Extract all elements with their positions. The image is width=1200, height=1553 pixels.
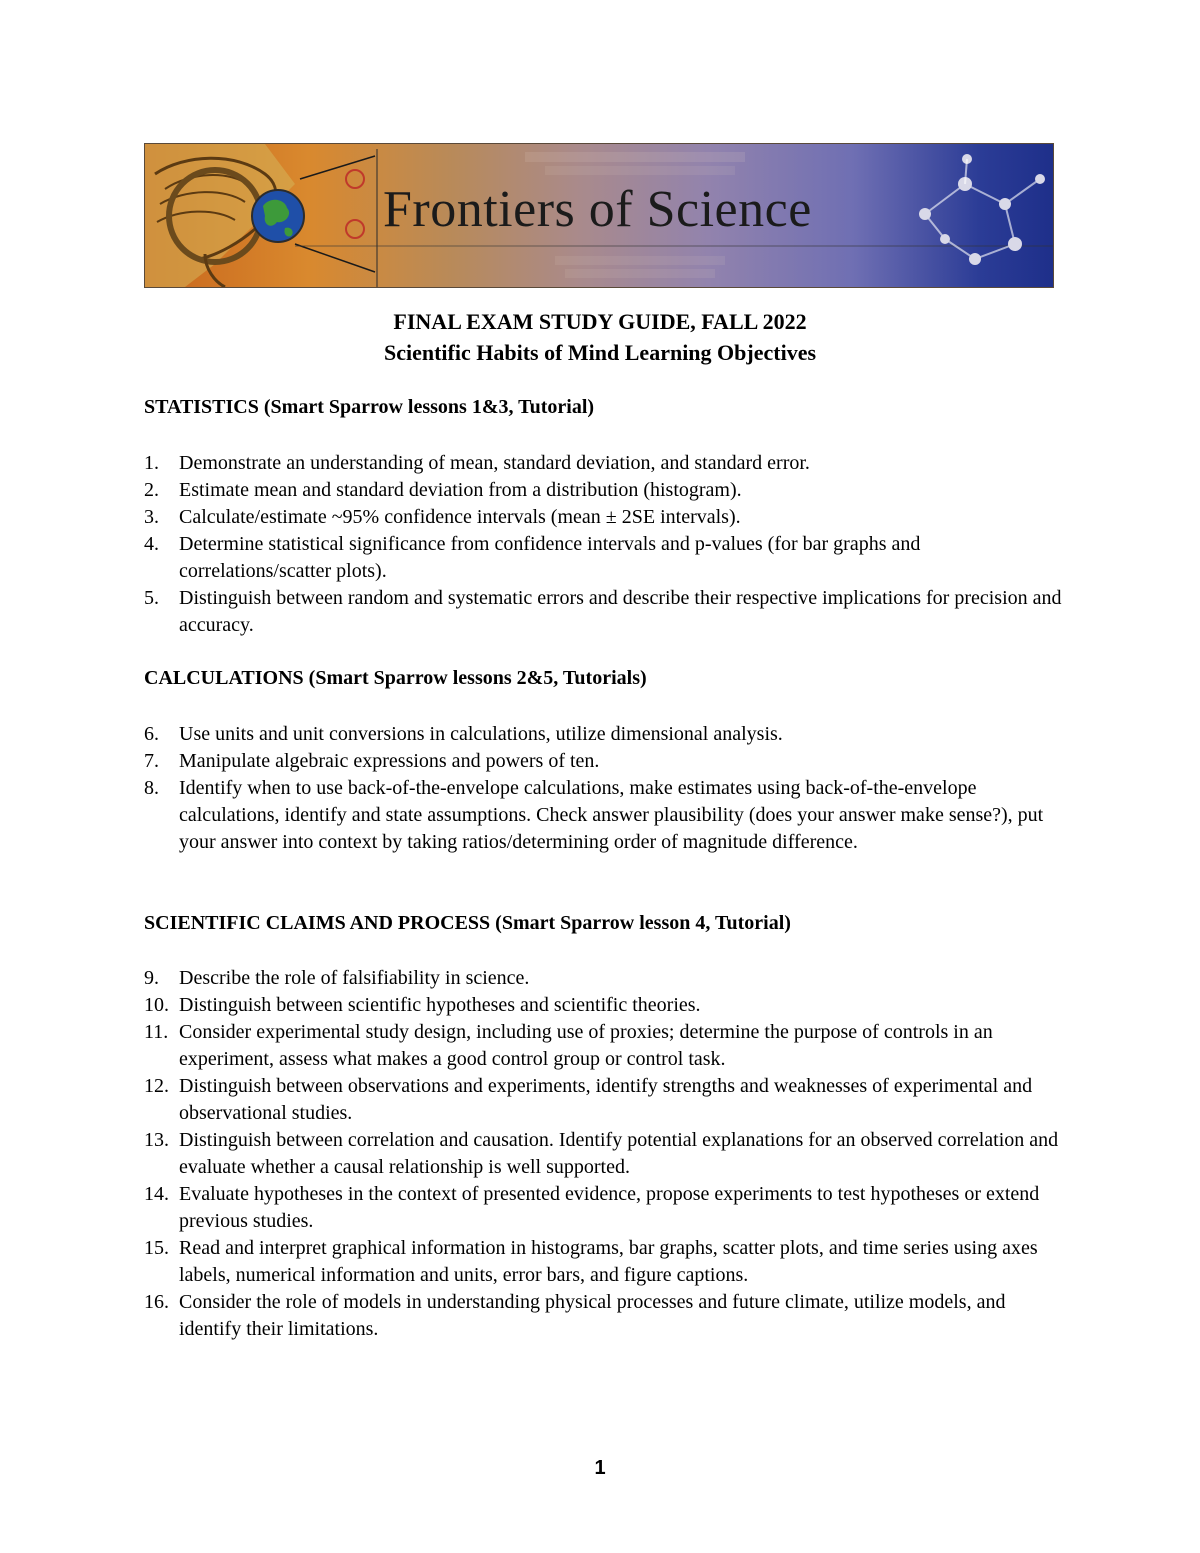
item-number: 14.	[144, 1183, 169, 1205]
item-number: 9.	[144, 967, 159, 989]
item-number: 7.	[144, 750, 159, 772]
list-item	[144, 531, 1064, 585]
item-text: Determine statistical significance from confidence intervals and p-values (for bar graphs and correlations/scatter plots).	[179, 533, 921, 582]
list-item	[144, 477, 1064, 504]
list-item	[144, 775, 1064, 856]
item-number: 11.	[144, 1021, 169, 1043]
item-text: Distinguish between observations and experiments, identify strengths and weaknesses of experimental and observational studies.	[179, 1075, 1033, 1124]
document-title: FINAL EXAM STUDY GUIDE, FALL 2022	[393, 309, 807, 334]
page-number: 1	[594, 1457, 606, 1479]
item-text: Demonstrate an understanding of mean, standard deviation, and standard error.	[179, 452, 810, 474]
item-text: Calculate/estimate ~95% confidence intervals (mean ± 2SE intervals).	[179, 506, 741, 528]
banner-title: Frontiers of Science	[383, 181, 812, 238]
item-number: 16.	[144, 1291, 169, 1313]
list-item	[144, 504, 1064, 531]
item-number: 13.	[144, 1129, 169, 1151]
item-number: 15.	[144, 1237, 169, 1259]
item-text: Use units and unit conversions in calculations, utilize dimensional analysis.	[179, 723, 783, 745]
statistics-objectives-list	[144, 450, 1064, 639]
item-text: Describe the role of falsifiability in science.	[179, 967, 530, 989]
item-text: Evaluate hypotheses in the context of presented evidence, propose experiments to test hypotheses or extend previous studies.	[179, 1183, 1040, 1232]
item-number: 10.	[144, 994, 169, 1016]
frontiers-banner	[144, 143, 1054, 288]
calculations-objectives-list	[144, 721, 1064, 856]
list-item	[144, 1181, 1064, 1235]
item-number: 4.	[144, 533, 159, 555]
item-number: 1.	[144, 452, 159, 474]
item-text: Consider experimental study design, including use of proxies; determine the purpose of controls in an experiment, assess what makes a good control group or control task.	[179, 1021, 993, 1070]
item-text: Estimate mean and standard deviation from a distribution (histogram).	[179, 479, 742, 501]
list-item	[144, 992, 1064, 1019]
item-text: Distinguish between scientific hypotheses and scientific theories.	[179, 994, 701, 1016]
document-subtitle: Scientific Habits of Mind Learning Objectives	[383, 340, 817, 365]
hand-holding-globe-icon	[145, 144, 375, 287]
list-item	[144, 450, 1064, 477]
item-number: 8.	[144, 777, 159, 799]
list-item	[144, 1127, 1064, 1181]
item-number: 3.	[144, 506, 159, 528]
list-item	[144, 1073, 1064, 1127]
item-text: Distinguish between correlation and causation. Identify potential explanations for an observed correlation and evaluate whether a causal relationship is well supported.	[179, 1129, 1059, 1178]
item-number: 5.	[144, 587, 159, 609]
list-item	[144, 585, 1064, 639]
list-item	[144, 965, 1064, 992]
item-text: Identify when to use back-of-the-envelope calculations, make estimates using back-of-the-envelope calculations, identify and state assumptions. Check answer plausibility (does your answer make sense?), put your answer into context by taking ratios/determining order of magnitude difference.	[179, 777, 1044, 853]
list-item	[144, 1289, 1064, 1343]
item-text: Read and interpret graphical information in histograms, bar graphs, scatter plots, and time series using axes labels, numerical information and units, error bars, and figure captions.	[179, 1237, 1038, 1286]
list-item	[144, 748, 1064, 775]
list-item	[144, 1019, 1064, 1073]
item-text: Manipulate algebraic expressions and powers of ten.	[179, 750, 600, 772]
section-heading-scientific-claims: SCIENTIFIC CLAIMS AND PROCESS (Smart Sparrow lesson 4, Tutorial)	[144, 912, 791, 934]
item-text: Distinguish between random and systematic errors and describe their respective implications for precision and accuracy.	[179, 587, 1062, 636]
section-heading-calculations: CALCULATIONS (Smart Sparrow lessons 2&5, Tutorials)	[144, 667, 647, 689]
list-item	[144, 721, 1064, 748]
molecule-icon	[919, 154, 1045, 265]
section-heading-statistics: STATISTICS (Smart Sparrow lessons 1&3, Tutorial)	[144, 396, 595, 418]
list-item	[144, 1235, 1064, 1289]
item-number: 6.	[144, 723, 159, 745]
item-number: 12.	[144, 1075, 169, 1097]
item-text: Consider the role of models in understanding physical processes and future climate, utilize models, and identify their limitations.	[179, 1291, 1006, 1340]
scientific-claims-objectives-list	[144, 965, 1064, 1343]
item-number: 2.	[144, 479, 159, 501]
